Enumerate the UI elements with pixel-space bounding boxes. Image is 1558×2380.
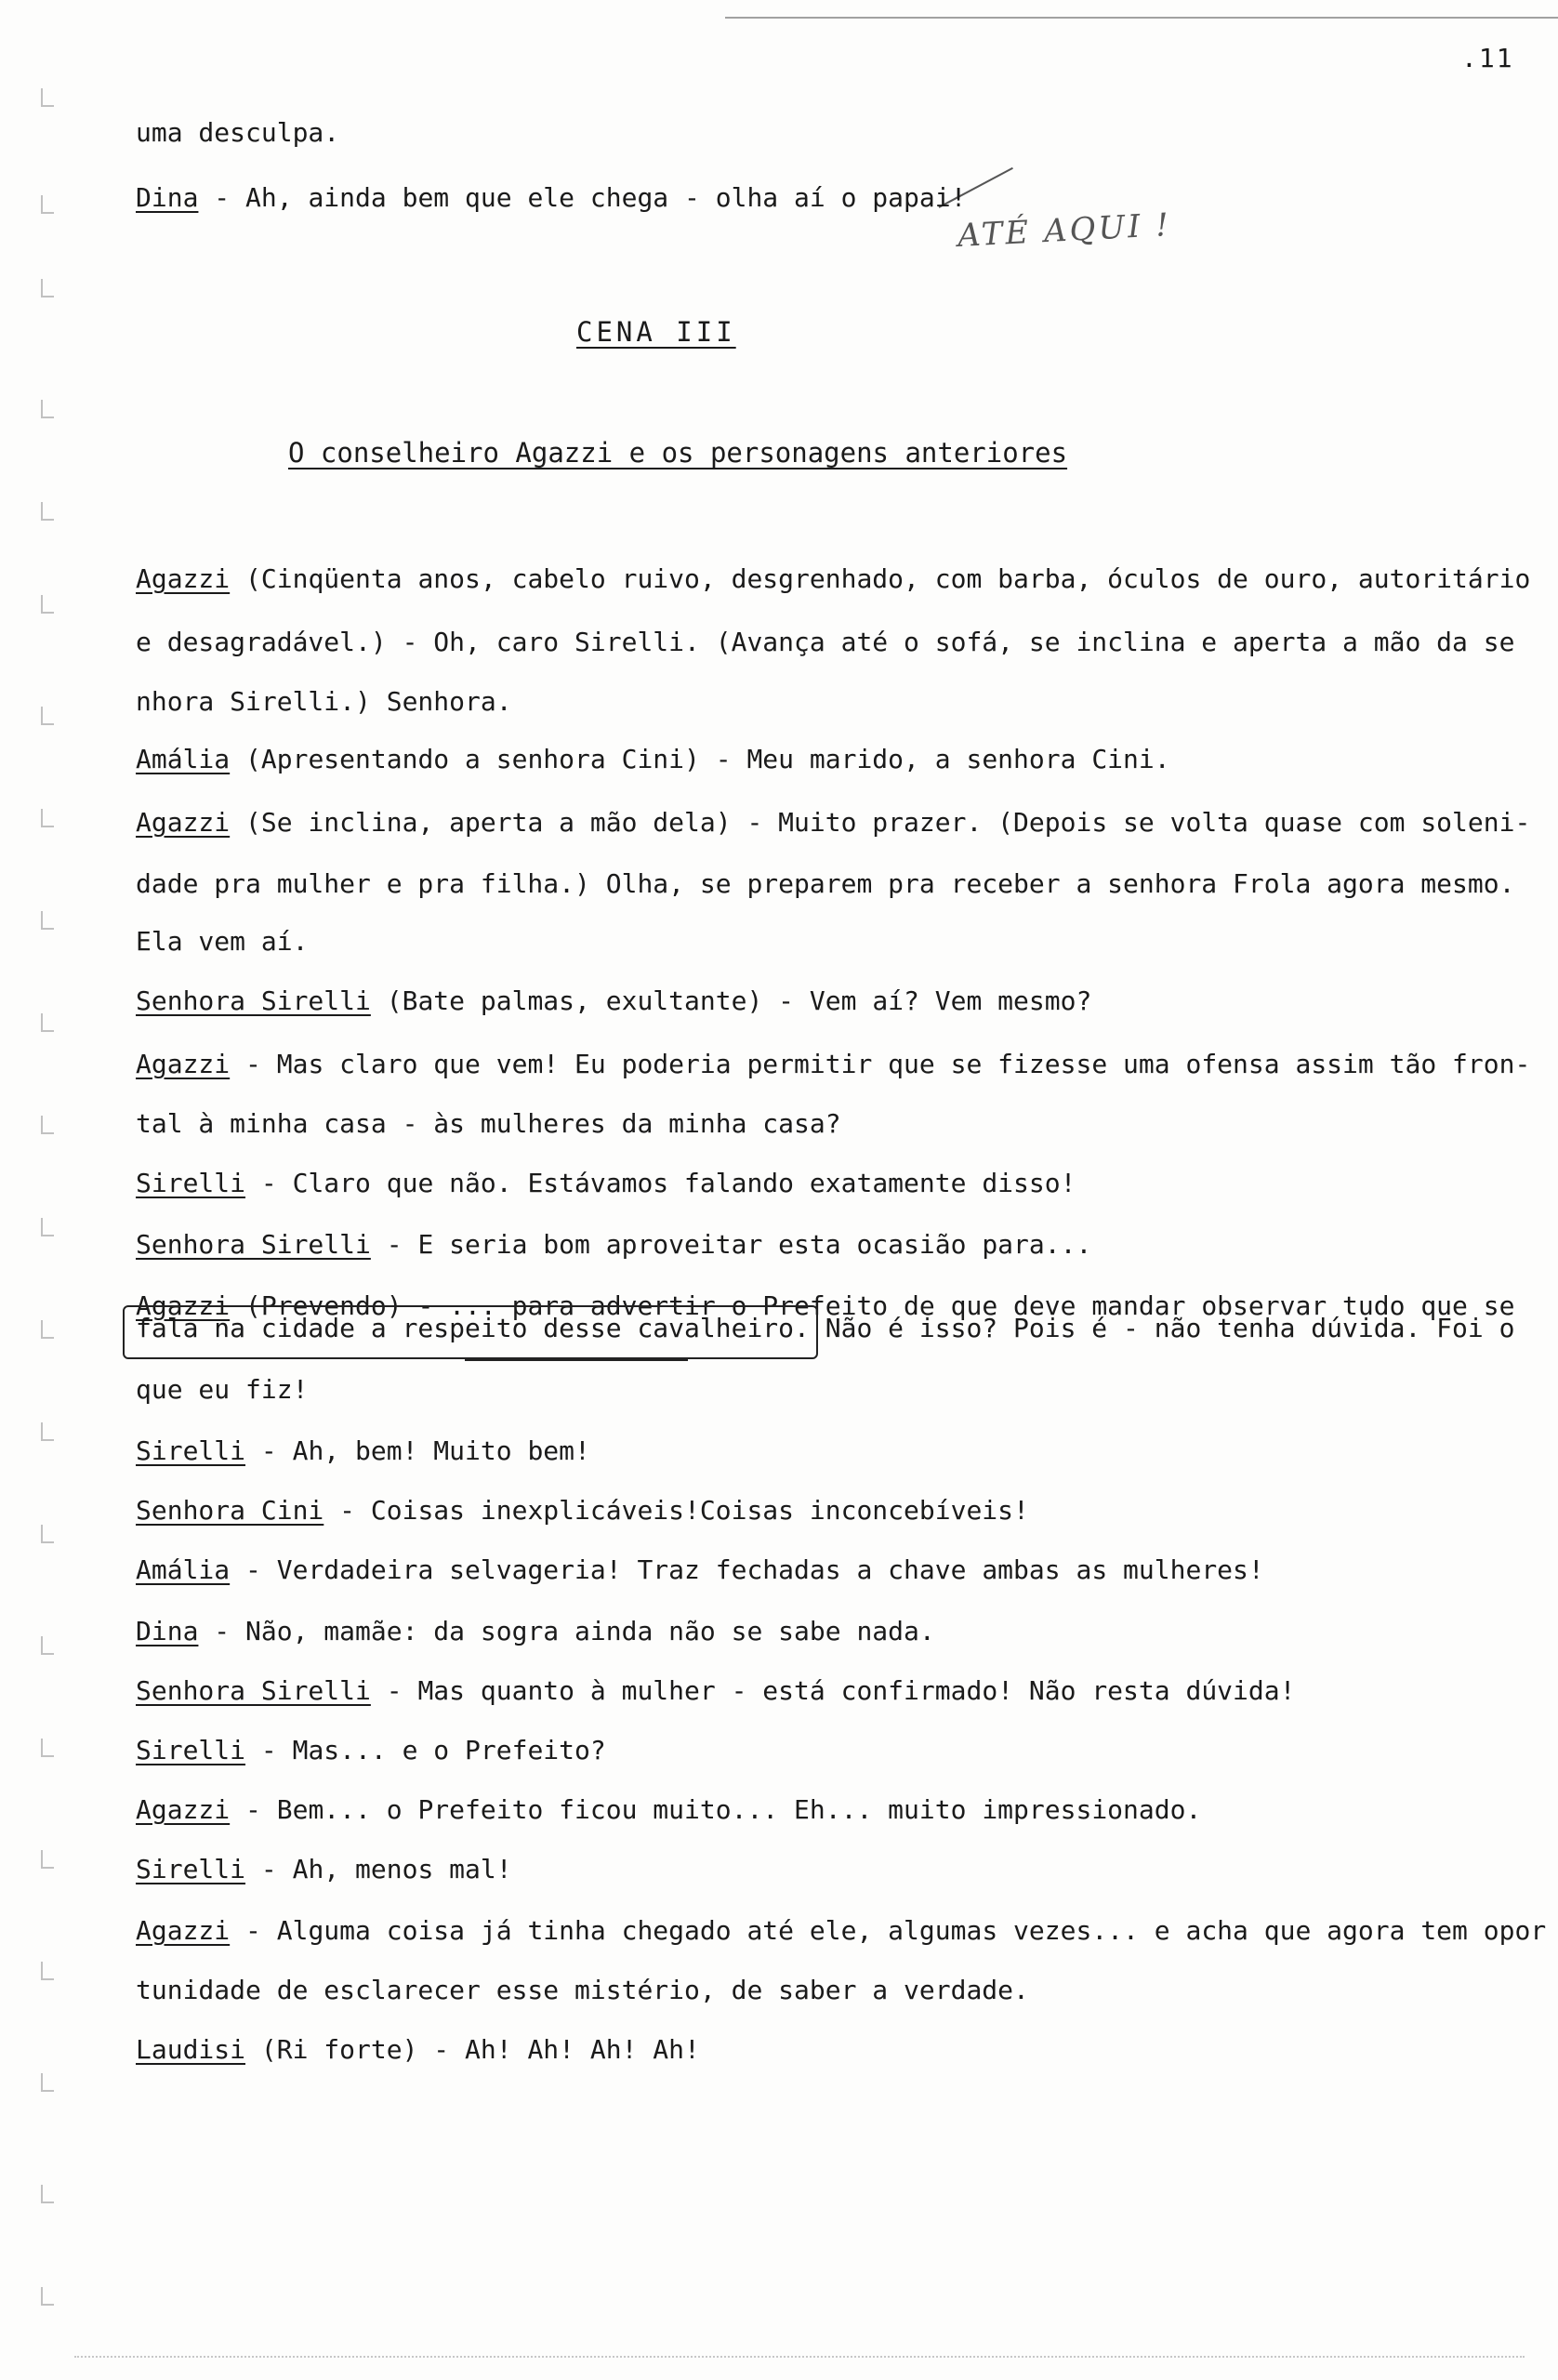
script-line [136, 627, 1514, 658]
script-line [136, 1108, 841, 1140]
script-line [136, 807, 1530, 839]
script-line [136, 1854, 512, 1885]
script-line [136, 926, 308, 958]
bottom-edge-rule [74, 2356, 1525, 2358]
script-line [136, 2034, 700, 2066]
line-text: (Apresentando a senhora Cini) - Meu marido, a senhora Cini. [230, 744, 1170, 774]
handwritten-underline [465, 1359, 688, 1361]
script-line [136, 182, 966, 214]
script-line [136, 1735, 606, 1766]
line-text: nhora Sirelli.) Senhora. [136, 686, 512, 717]
line-text: (Cinqüenta anos, cabelo ruivo, desgrenhado, com barba, óculos de ouro, autoritário [230, 563, 1531, 594]
line-text: fala na cidade a respeito desse cavalheiro. Não é isso? Pois é - não tenha dúvida. Foi o [136, 1313, 1515, 1343]
line-text: tunidade de esclarecer esse mistério, de saber a verdade. [136, 1975, 1029, 2005]
speaker-name: Sirelli [136, 1168, 246, 1198]
speaker-name: Senhora Sirelli [136, 1229, 371, 1260]
speaker-name: Agazzi [136, 1915, 231, 1946]
speaker-name: Laudisi [136, 2034, 246, 2065]
line-text: (Prevendo) - ... para advertir o Prefeito de que deve mandar observar tudo que se [230, 1290, 1515, 1321]
script-line [136, 1374, 308, 1406]
line-text: Ela vem aí. [136, 926, 309, 957]
script-line [136, 686, 512, 718]
line-text: - Bem... o Prefeito ficou muito... Eh... muito impressionado. [230, 1794, 1202, 1825]
speaker-name: Agazzi [136, 1290, 231, 1321]
speaker-name: Senhora Cini [136, 1495, 324, 1526]
line-text: - Alguma coisa já tinha chegado até ele, algumas vezes... e acha que agora tem opor [230, 1915, 1547, 1946]
script-line [136, 1675, 1295, 1707]
page-number: .11 [1461, 43, 1514, 73]
script-line [136, 1495, 1029, 1527]
handwritten-annotation: ATÉ AQUI ! [957, 206, 1172, 255]
speaker-name: Amália [136, 1554, 231, 1585]
script-line [136, 1313, 1514, 1344]
line-text: que eu fiz! [136, 1374, 309, 1405]
script-line [136, 1229, 1091, 1261]
line-text: (Se inclina, aperta a mão dela) - Muito prazer. (Depois se volta quase com soleni- [230, 807, 1531, 838]
speaker-name: Sirelli [136, 1435, 246, 1466]
scene-subtitle: O conselheiro Agazzi e os personagens anteriores [288, 437, 1068, 469]
speaker-name: Senhora Sirelli [136, 985, 371, 1016]
speaker-name: Agazzi [136, 807, 231, 838]
script-line [136, 1554, 1264, 1586]
speaker-name: Dina [136, 182, 199, 213]
speaker-name: Agazzi [136, 1794, 231, 1825]
script-line [136, 563, 1530, 595]
script-line [136, 1049, 1530, 1080]
line-text: - E seria bom aproveitar esta ocasião para... [370, 1229, 1092, 1260]
speaker-name: Sirelli [136, 1735, 246, 1765]
speaker-name: Amália [136, 744, 231, 774]
script-line [136, 1435, 590, 1467]
line-text: - Verdadeira selvageria! Traz fechadas a chave ambas as mulheres! [230, 1554, 1264, 1585]
line-text: - Ah, ainda bem que ele chega - olha aí o papai! [198, 182, 967, 213]
speaker-name: Agazzi [136, 563, 231, 594]
line-text: - Ah, menos mal! [245, 1854, 512, 1884]
script-line [136, 1975, 1029, 2006]
line-text: - Mas... e o Prefeito? [245, 1735, 606, 1765]
script-line [136, 1794, 1201, 1826]
top-edge-rule [725, 17, 1558, 19]
script-line [136, 744, 1170, 775]
script-line [136, 1915, 1546, 1947]
line-text: - Coisas inexplicáveis!Coisas inconcebíveis! [323, 1495, 1029, 1526]
scene-title: CENA III [576, 316, 736, 348]
line-text: e desagradável.) - Oh, caro Sirelli. (Avança até o sofá, se inclina e aperta a mão da se [136, 627, 1515, 657]
speaker-name: Senhora Sirelli [136, 1675, 371, 1706]
speaker-name: Sirelli [136, 1854, 246, 1884]
line-text: uma desculpa. [136, 117, 340, 148]
script-line [136, 868, 1514, 900]
line-text: tal à minha casa - às mulheres da minha casa? [136, 1108, 841, 1139]
line-text: - Claro que não. Estávamos falando exatamente disso! [245, 1168, 1076, 1198]
line-text: - Mas quanto à mulher - está confirmado! Não resta dúvida! [370, 1675, 1296, 1706]
line-text: - Ah, bem! Muito bem! [245, 1435, 590, 1466]
script-line [136, 985, 1091, 1017]
speaker-name: Agazzi [136, 1049, 231, 1079]
line-text: - Não, mamãe: da sogra ainda não se sabe nada. [198, 1616, 935, 1646]
script-line [136, 1168, 1076, 1199]
line-text: dade pra mulher e pra filha.) Olha, se preparem pra receber a senhora Frola agora mesmo. [136, 868, 1515, 899]
speaker-name: Dina [136, 1616, 199, 1646]
line-text: (Ri forte) - Ah! Ah! Ah! Ah! [245, 2034, 700, 2065]
script-line [136, 1616, 935, 1647]
script-line [136, 117, 339, 149]
line-text: - Mas claro que vem! Eu poderia permitir que se fizesse uma ofensa assim tão fron- [230, 1049, 1531, 1079]
left-margin-marks [0, 0, 65, 2380]
line-text: (Bate palmas, exultante) - Vem aí? Vem mesmo? [370, 985, 1092, 1016]
